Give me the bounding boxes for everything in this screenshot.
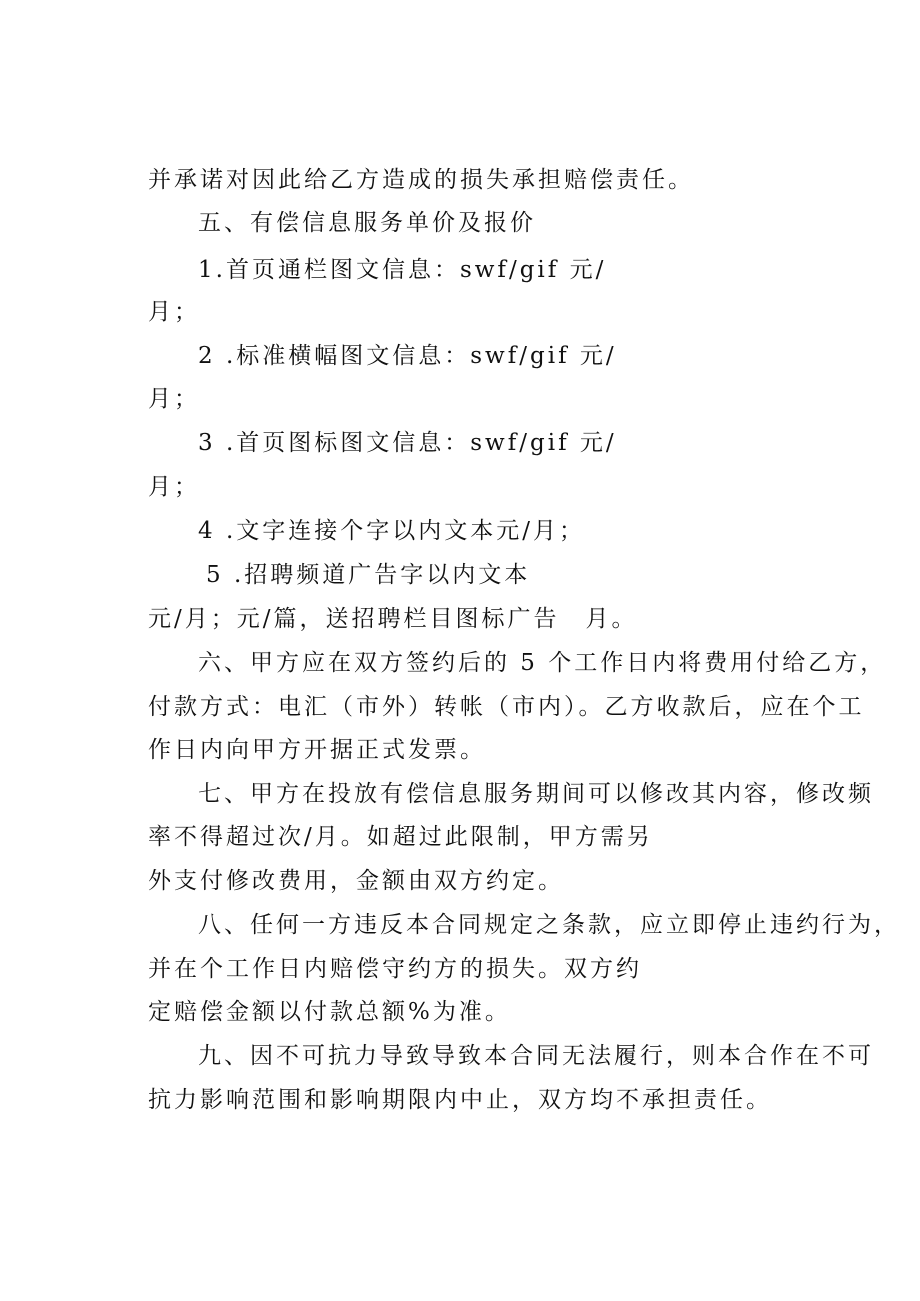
text-line: 元/月；元/篇，送招聘栏目图标广告 月。 [148,606,638,632]
text-line: 并承诺对因此给乙方造成的损失承担赔偿责任。 [148,167,694,193]
text-line: 抗力影响范围和影响期限内中止，双方均不承担责任。 [148,1087,772,1113]
text-line: 月； [148,474,200,500]
section-paragraph: 七、甲方在投放有偿信息服务期间可以修改其内容，修改频 [198,781,874,807]
text-line: 付款方式：电汇（市外）转帐（市内）。乙方收款后，应在个工 [148,694,865,720]
text-line: 3 .首页图标图文信息：swf/gif 元/ [198,430,617,456]
section-paragraph: 九、因不可抗力导致导致本合同无法履行，则本合作在不可 [198,1043,874,1069]
text-line: 外支付修改费用，金额由双方约定。 [148,868,564,894]
text-line: 定赔偿金额以付款总额%为准。 [148,999,511,1025]
text-line: 作日内向甲方开据正式发票。 [148,737,486,763]
text-line: 并在个工作日内赔偿守约方的损失。双方约 [148,956,642,982]
text-line: 5 .招聘频道广告字以内文本 [206,562,531,588]
text-line: 月； [148,299,200,325]
text-line: 率不得超过次/月。如超过此限制，甲方需另 [148,824,653,850]
section-paragraph: 六、甲方应在双方签约后的 5 个工作日内将费用付给乙方， [198,650,887,676]
section-paragraph: 八、任何一方违反本合同规定之条款，应立即停止违约行为， [198,912,900,938]
text-line: 4 .文字连接个字以内文本元/月； [198,518,586,544]
section-heading: 五、有偿信息服务单价及报价 [198,210,536,236]
text-line: 2 .标准横幅图文信息：swf/gif 元/ [198,343,617,369]
text-line: 月； [148,386,200,412]
text-line: 1.首页通栏图文信息：swf/gif 元/ [198,257,607,283]
